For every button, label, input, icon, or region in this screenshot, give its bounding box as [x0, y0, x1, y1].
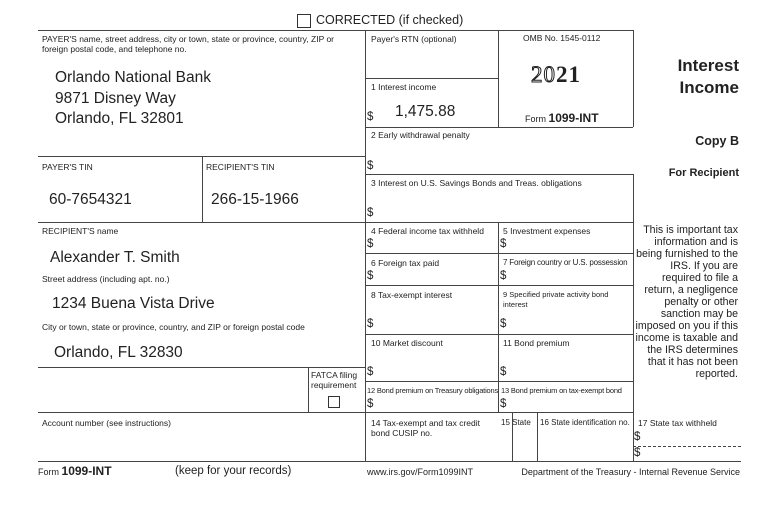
- box12-label: 12 Bond premium on Treasury obligations: [367, 386, 499, 395]
- box7-label: 7 Foreign country or U.S. possession: [503, 258, 628, 267]
- grid-line: [365, 334, 633, 335]
- box13-dollar: $: [500, 398, 507, 410]
- box11-dollar: $: [500, 366, 507, 378]
- box8-dollar: $: [367, 318, 374, 330]
- box15-label: 15 State: [501, 418, 531, 427]
- box4-label: 4 Federal income tax withheld: [371, 226, 484, 236]
- title-line1: Interest: [677, 56, 739, 75]
- recipient-street: 1234 Buena Vista Drive: [52, 295, 215, 312]
- form-number: 1099-INT: [548, 111, 599, 125]
- box1-dollar: $: [367, 111, 374, 123]
- grid-line: [498, 30, 499, 127]
- footer-dept: Department of the Treasury - Internal Revenue Service: [521, 467, 740, 477]
- box10-dollar: $: [367, 366, 374, 378]
- box17-dollar-1: $: [634, 431, 641, 443]
- grid-line: [365, 285, 633, 286]
- title-line2: Income: [679, 78, 739, 97]
- box12-dollar: $: [367, 398, 374, 410]
- footer-keep: (keep for your records): [175, 465, 292, 477]
- grid-line: [365, 30, 366, 461]
- payer-rtn-label: Payer's RTN (optional): [371, 34, 457, 44]
- tax-year-prefix: 20: [531, 62, 556, 87]
- account-number-label: Account number (see instructions): [42, 418, 171, 428]
- grid-line: [38, 30, 633, 31]
- payer-tin: 60-7654321: [49, 191, 132, 208]
- recipient-city: Orlando, FL 32830: [54, 344, 183, 361]
- grid-line: [365, 381, 633, 382]
- box6-dollar: $: [367, 270, 374, 282]
- grid-line: [365, 174, 633, 175]
- box8-label: 8 Tax-exempt interest: [371, 290, 453, 300]
- box5-label: 5 Investment expenses: [503, 226, 591, 236]
- omb-number: OMB No. 1545-0112: [523, 33, 601, 43]
- recipient-name-label: RECIPIENT'S name: [42, 226, 119, 236]
- fatca-label-line2: requirement: [311, 380, 357, 390]
- grid-line: [498, 222, 499, 412]
- for-recipient-label: For Recipient: [668, 167, 739, 179]
- grid-line: [365, 78, 498, 79]
- box3-label: 3 Interest on U.S. Savings Bonds and Treas. obligations: [371, 178, 582, 188]
- footer-form-prefix: Form: [38, 467, 59, 477]
- footer-form-number: 1099-INT: [61, 464, 112, 478]
- payer-street: 9871 Disney Way: [55, 90, 176, 107]
- box7-dollar: $: [500, 270, 507, 282]
- corrected-checkbox[interactable]: [297, 14, 311, 28]
- notice-text: This is important tax information and is being furnished to the IRS. If you are required to file a return, a negligence penalty or other sanction may be imposed on you if this income is taxable and the IRS determines that it has not been reported.: [635, 224, 738, 380]
- grid-line: [38, 367, 365, 368]
- recipient-street-label: Street address (including apt. no.): [42, 274, 170, 284]
- state-tax-divider: [633, 446, 741, 447]
- payer-city: Orlando, FL 32801: [55, 110, 184, 127]
- recipient-tin: 266-15-1966: [211, 191, 299, 208]
- fatca-label-line1: FATCA filing: [311, 370, 358, 380]
- grid-line: [38, 222, 633, 223]
- recipient-tin-label: RECIPIENT'S TIN: [206, 162, 275, 172]
- recipient-city-label: City or town, state or province, country, and ZIP or foreign postal code: [42, 322, 305, 332]
- box11-label: 11 Bond premium: [503, 338, 570, 348]
- grid-line: [38, 461, 741, 462]
- grid-line: [365, 127, 633, 128]
- box14-label: 14 Tax-exempt and tax credit bond CUSIP no.: [371, 418, 480, 438]
- box10-label: 10 Market discount: [371, 338, 443, 348]
- grid-line: [202, 156, 203, 222]
- box4-dollar: $: [367, 238, 374, 250]
- corrected-label: CORRECTED (if checked): [316, 13, 464, 27]
- tax-year-suffix: 21: [556, 62, 581, 87]
- box6-label: 6 Foreign tax paid: [371, 258, 440, 268]
- grid-line: [365, 253, 633, 254]
- form-prefix: Form: [525, 114, 546, 124]
- box16-label: 16 State identification no.: [540, 418, 630, 427]
- footer-form: [38, 464, 112, 478]
- footer-url: www.irs.gov/Form1099INT: [367, 467, 474, 477]
- grid-line: [38, 412, 633, 413]
- box2-dollar: $: [367, 160, 374, 172]
- box9-dollar: $: [500, 318, 507, 330]
- box17-label: 17 State tax withheld: [638, 418, 717, 428]
- copy-label: Copy B: [695, 134, 739, 148]
- form-name: [525, 111, 599, 125]
- payer-label: PAYER'S name, street address, city or town, state or province, country, ZIP or foreign postal code, and telephone no.: [42, 34, 335, 54]
- box1-value: 1,475.88: [395, 103, 456, 120]
- box9-label: 9 Specified private activity bond interest: [503, 290, 609, 309]
- box5-dollar: $: [500, 238, 507, 250]
- grid-line: [633, 30, 634, 127]
- box1-label: 1 Interest income: [371, 82, 437, 92]
- fatca-checkbox[interactable]: [328, 396, 340, 408]
- payer-tin-label: PAYER'S TIN: [42, 162, 93, 172]
- box13-label: 13 Bond premium on tax-exempt bond: [501, 386, 622, 395]
- box17-dollar-2: $: [634, 447, 641, 459]
- box2-label: 2 Early withdrawal penalty: [371, 130, 470, 140]
- box3-dollar: $: [367, 207, 374, 219]
- payer-name: Orlando National Bank: [55, 69, 211, 86]
- recipient-name: Alexander T. Smith: [50, 249, 180, 266]
- grid-line: [308, 367, 309, 412]
- tax-year: [531, 62, 581, 88]
- grid-line: [537, 412, 538, 461]
